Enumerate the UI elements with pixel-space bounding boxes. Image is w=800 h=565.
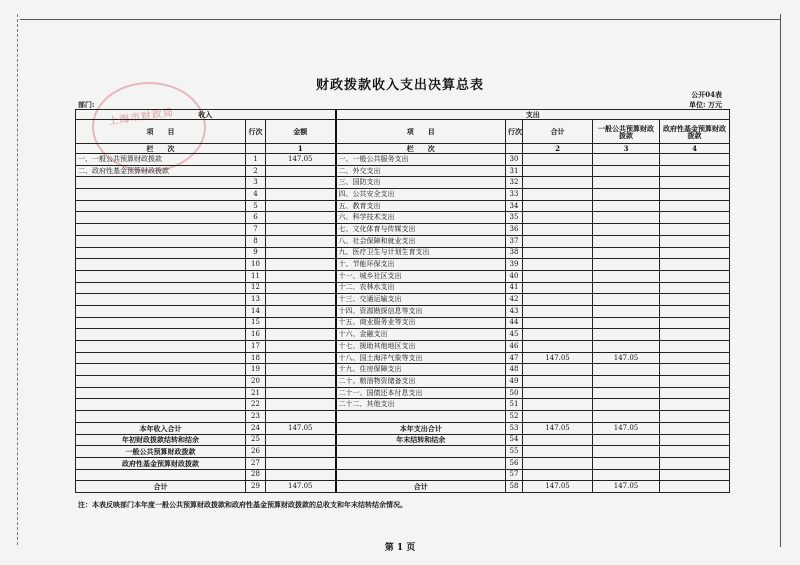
income-item: 二、政府性基金预算财政拨款	[76, 165, 246, 177]
general-budget-amount	[593, 305, 660, 317]
expense-total	[523, 446, 593, 458]
fund-budget-amount	[660, 364, 730, 376]
fund-budget-amount	[660, 212, 730, 224]
expense-item: 十九、住房保障支出	[336, 364, 506, 376]
expense-line-number: 51	[506, 399, 523, 411]
income-header: 收入	[76, 110, 336, 120]
expense-item: 合计	[336, 481, 506, 493]
expense-line-number: 47	[506, 352, 523, 364]
income-amount: 147.05	[266, 481, 336, 493]
fund-budget-amount	[660, 177, 730, 189]
expense-item: 十七、援助其他地区支出	[336, 341, 506, 353]
expense-item	[336, 411, 506, 423]
expense-total	[523, 305, 593, 317]
income-line-number: 10	[246, 259, 266, 271]
income-line-number: 18	[246, 352, 266, 364]
income-amount	[266, 189, 336, 201]
expense-line-number: 31	[506, 165, 523, 177]
income-amount	[266, 200, 336, 212]
expense-total	[523, 224, 593, 236]
col-number-3: 3	[593, 144, 660, 154]
income-line-number: 2	[246, 165, 266, 177]
income-item	[76, 235, 246, 247]
income-amount	[266, 399, 336, 411]
expense-total	[523, 177, 593, 189]
table-row	[76, 259, 730, 271]
income-item	[76, 189, 246, 201]
expense-total	[523, 399, 593, 411]
expense-total	[523, 434, 593, 446]
expense-item: 本年支出合计	[336, 422, 506, 434]
column-label: 栏 次	[76, 144, 246, 154]
income-item	[76, 329, 246, 341]
table-row	[76, 282, 730, 294]
expense-line-number: 32	[506, 177, 523, 189]
general-budget-amount	[593, 294, 660, 306]
expense-line-number: 42	[506, 294, 523, 306]
expense-total: 147.05	[523, 481, 593, 493]
income-line-number: 5	[246, 200, 266, 212]
expense-item: 十六、金融支出	[336, 329, 506, 341]
fund-budget-amount	[660, 247, 730, 259]
fund-budget-amount	[660, 235, 730, 247]
table-row	[76, 457, 730, 469]
general-budget-amount	[593, 446, 660, 458]
expense-line-number: 38	[506, 247, 523, 259]
table-row	[76, 270, 730, 282]
col-number-4: 4	[660, 144, 730, 154]
expense-item	[336, 457, 506, 469]
page-number: 第 1 页	[384, 543, 416, 553]
red-seal-stamp-text: 上海市财政局	[107, 107, 175, 128]
income-amount	[266, 376, 336, 388]
income-lineno-header: 行次	[246, 120, 266, 144]
fund-budget-amount	[660, 481, 730, 493]
income-amount	[266, 212, 336, 224]
expense-total	[523, 341, 593, 353]
expense-item: 十八、国土海洋气象等支出	[336, 352, 506, 364]
income-amount-header: 金额	[266, 120, 336, 144]
expense-line-number: 35	[506, 212, 523, 224]
income-line-number: 27	[246, 457, 266, 469]
page-edge-top	[20, 19, 780, 20]
fund-budget-amount	[660, 294, 730, 306]
income-line-number: 17	[246, 341, 266, 353]
income-amount	[266, 165, 336, 177]
expense-item: 十、节能环保支出	[336, 259, 506, 271]
income-line-number: 11	[246, 270, 266, 282]
fund-budget-amount	[660, 434, 730, 446]
fund-budget-amount	[660, 469, 730, 481]
expense-item: 十一、城乡社区支出	[336, 270, 506, 282]
income-item: 年初财政拨款结转和结余	[76, 434, 246, 446]
income-line-number: 14	[246, 305, 266, 317]
expense-total-header: 合计	[523, 120, 593, 144]
income-amount	[266, 282, 336, 294]
expense-item	[336, 469, 506, 481]
table-row	[76, 200, 730, 212]
expense-line-number: 58	[506, 481, 523, 493]
expense-item: 年末结转和结余	[336, 434, 506, 446]
table-row	[76, 235, 730, 247]
expense-total	[523, 469, 593, 481]
expense-line-number: 49	[506, 376, 523, 388]
income-amount	[266, 305, 336, 317]
income-amount	[266, 259, 336, 271]
table-row	[76, 212, 730, 224]
table-row	[76, 247, 730, 259]
income-line-number: 13	[246, 294, 266, 306]
table-row	[76, 177, 730, 189]
income-item	[76, 364, 246, 376]
income-item	[76, 200, 246, 212]
income-line-number: 15	[246, 317, 266, 329]
expense-line-number: 39	[506, 259, 523, 271]
expense-item: 十三、交通运输支出	[336, 294, 506, 306]
income-amount	[266, 341, 336, 353]
general-budget-amount	[593, 387, 660, 399]
expense-line-number: 30	[506, 154, 523, 166]
general-budget-amount	[593, 317, 660, 329]
income-item	[76, 224, 246, 236]
general-budget-amount	[593, 200, 660, 212]
income-item: 本年收入合计	[76, 422, 246, 434]
general-budget-header: 一般公共预算财政拨款	[593, 120, 660, 144]
table-row	[76, 376, 730, 388]
general-budget-amount	[593, 282, 660, 294]
income-line-number: 1	[246, 154, 266, 166]
general-budget-amount: 147.05	[593, 352, 660, 364]
general-budget-amount	[593, 341, 660, 353]
income-amount: 147.05	[266, 422, 336, 434]
column-label: 栏 次	[336, 144, 506, 154]
fund-budget-amount	[660, 165, 730, 177]
income-item	[76, 376, 246, 388]
expense-item: 五、教育支出	[336, 200, 506, 212]
table-row	[76, 446, 730, 458]
income-item-header: 项 目	[76, 120, 246, 144]
fund-budget-amount	[660, 154, 730, 166]
fund-budget-amount	[660, 411, 730, 423]
general-budget-amount	[593, 457, 660, 469]
general-budget-amount	[593, 376, 660, 388]
income-item	[76, 270, 246, 282]
expense-item: 二十、粮油物资储备支出	[336, 376, 506, 388]
income-line-number: 19	[246, 364, 266, 376]
general-budget-amount	[593, 329, 660, 341]
expense-item: 四、公共安全支出	[336, 189, 506, 201]
unit-label: 单位: 万元	[688, 100, 722, 109]
income-amount	[266, 247, 336, 259]
expense-total	[523, 317, 593, 329]
fund-budget-amount	[660, 457, 730, 469]
table-row	[76, 189, 730, 201]
budget-summary-table	[75, 109, 730, 493]
income-line-number: 12	[246, 282, 266, 294]
income-line-number: 6	[246, 212, 266, 224]
table-row	[76, 411, 730, 423]
table-row	[76, 165, 730, 177]
income-item	[76, 411, 246, 423]
expense-line-number: 54	[506, 434, 523, 446]
expense-line-number: 50	[506, 387, 523, 399]
expense-item: 六、科学技术支出	[336, 212, 506, 224]
general-budget-amount: 147.05	[593, 422, 660, 434]
table-row	[76, 481, 730, 493]
fund-budget-amount	[660, 399, 730, 411]
expense-line-number: 56	[506, 457, 523, 469]
fund-budget-header: 政府性基金预算财政拨款	[660, 120, 730, 144]
expense-total	[523, 247, 593, 259]
fund-budget-amount	[660, 352, 730, 364]
income-amount	[266, 457, 336, 469]
fund-budget-amount	[660, 422, 730, 434]
general-budget-amount	[593, 165, 660, 177]
income-line-number: 16	[246, 329, 266, 341]
table-row	[76, 224, 730, 236]
table-row	[76, 399, 730, 411]
income-line-number: 9	[246, 247, 266, 259]
income-amount: 147.05	[266, 154, 336, 166]
expense-line-number: 36	[506, 224, 523, 236]
income-amount	[266, 317, 336, 329]
fund-budget-amount	[660, 282, 730, 294]
general-budget-amount	[593, 270, 660, 282]
expense-line-number: 43	[506, 305, 523, 317]
form-code: 公开04表	[691, 90, 722, 99]
expense-total	[523, 212, 593, 224]
expense-item	[336, 446, 506, 458]
expense-lineno-header: 行次	[506, 120, 523, 144]
page-edge-left	[17, 14, 18, 545]
table-row	[76, 387, 730, 399]
income-line-number: 7	[246, 224, 266, 236]
header-row-column-numbers	[76, 144, 730, 154]
header-row-sections	[76, 110, 730, 120]
expense-total	[523, 282, 593, 294]
expense-item-header: 项 目	[336, 120, 506, 144]
fund-budget-amount	[660, 305, 730, 317]
fund-budget-amount	[660, 376, 730, 388]
fund-budget-amount	[660, 341, 730, 353]
income-item	[76, 387, 246, 399]
expense-total	[523, 154, 593, 166]
income-amount	[266, 294, 336, 306]
expense-item: 九、医疗卫生与计划生育支出	[336, 247, 506, 259]
income-item	[76, 399, 246, 411]
expense-line-number: 52	[506, 411, 523, 423]
income-item	[76, 247, 246, 259]
table-row	[76, 317, 730, 329]
expense-line-number: 33	[506, 189, 523, 201]
expense-total	[523, 270, 593, 282]
income-item	[76, 469, 246, 481]
general-budget-amount	[593, 247, 660, 259]
fund-budget-amount	[660, 259, 730, 271]
table-row	[76, 469, 730, 481]
table-row	[76, 364, 730, 376]
income-line-number: 22	[246, 399, 266, 411]
expense-line-number: 41	[506, 282, 523, 294]
income-line-number: 3	[246, 177, 266, 189]
income-item	[76, 177, 246, 189]
general-budget-amount	[593, 259, 660, 271]
expense-item: 二十一、国债还本付息支出	[336, 387, 506, 399]
income-amount	[266, 235, 336, 247]
fund-budget-amount	[660, 189, 730, 201]
income-item	[76, 282, 246, 294]
expense-total	[523, 364, 593, 376]
expense-total	[523, 235, 593, 247]
document-title: 财政拨款收入支出决算总表	[315, 78, 484, 93]
income-amount	[266, 364, 336, 376]
expense-total	[523, 294, 593, 306]
income-item: 一、一般公共预算财政拨款	[76, 154, 246, 166]
general-budget-amount	[593, 469, 660, 481]
header-row-columns	[76, 120, 730, 144]
income-item	[76, 317, 246, 329]
expense-item: 七、文化体育与传媒支出	[336, 224, 506, 236]
fund-budget-amount	[660, 200, 730, 212]
general-budget-amount	[593, 235, 660, 247]
table-row	[76, 341, 730, 353]
expense-total	[523, 189, 593, 201]
fund-budget-amount	[660, 329, 730, 341]
income-amount	[266, 387, 336, 399]
fund-budget-amount	[660, 270, 730, 282]
table-row	[76, 422, 730, 434]
table-row	[76, 154, 730, 166]
expense-line-number: 40	[506, 270, 523, 282]
expense-total	[523, 329, 593, 341]
table-row	[76, 352, 730, 364]
expense-item: 三、国防支出	[336, 177, 506, 189]
expense-total	[523, 411, 593, 423]
col-number-2: 2	[523, 144, 593, 154]
income-item	[76, 305, 246, 317]
income-line-number: 20	[246, 376, 266, 388]
general-budget-amount	[593, 177, 660, 189]
expense-item: 二、外交支出	[336, 165, 506, 177]
expense-item: 二十二、其他支出	[336, 399, 506, 411]
expense-line-number: 57	[506, 469, 523, 481]
general-budget-amount	[593, 364, 660, 376]
table-row	[76, 305, 730, 317]
expense-line-number: 48	[506, 364, 523, 376]
table-row	[76, 329, 730, 341]
expense-total	[523, 376, 593, 388]
income-amount	[266, 469, 336, 481]
general-budget-amount	[593, 224, 660, 236]
fund-budget-amount	[660, 317, 730, 329]
fund-budget-amount	[660, 387, 730, 399]
income-line-number: 4	[246, 189, 266, 201]
income-amount	[266, 446, 336, 458]
income-line-number: 21	[246, 387, 266, 399]
income-amount	[266, 411, 336, 423]
table-row	[76, 434, 730, 446]
footnote: 注：本表反映部门本年度一般公共预算财政拨款和政府性基金预算财政拨款的总收支和年末结转结余情况。	[78, 500, 407, 509]
department-label: 部门:	[78, 100, 95, 109]
expense-item: 十四、资源勘探信息等支出	[336, 305, 506, 317]
income-line-number: 25	[246, 434, 266, 446]
general-budget-amount	[593, 154, 660, 166]
income-amount	[266, 434, 336, 446]
expense-total	[523, 165, 593, 177]
expense-item: 八、社会保障和就业支出	[336, 235, 506, 247]
income-item: 一般公共预算财政拨款	[76, 446, 246, 458]
expense-header: 支出	[336, 110, 730, 120]
expense-line-number: 37	[506, 235, 523, 247]
expense-line-number: 46	[506, 341, 523, 353]
col-number-1: 1	[266, 144, 336, 154]
income-amount	[266, 177, 336, 189]
general-budget-amount	[593, 411, 660, 423]
expense-total: 147.05	[523, 352, 593, 364]
income-item: 政府性基金预算财政拨款	[76, 457, 246, 469]
fund-budget-amount	[660, 446, 730, 458]
income-line-number: 29	[246, 481, 266, 493]
income-line-number: 23	[246, 411, 266, 423]
income-amount	[266, 224, 336, 236]
income-item	[76, 212, 246, 224]
general-budget-amount	[593, 212, 660, 224]
expense-line-number: 45	[506, 329, 523, 341]
income-item	[76, 294, 246, 306]
expense-line-number: 44	[506, 317, 523, 329]
income-item	[76, 352, 246, 364]
expense-total	[523, 387, 593, 399]
income-amount	[266, 270, 336, 282]
expense-total: 147.05	[523, 422, 593, 434]
expense-total	[523, 200, 593, 212]
expense-line-number: 53	[506, 422, 523, 434]
expense-total	[523, 457, 593, 469]
expense-item: 十二、农林水支出	[336, 282, 506, 294]
general-budget-amount	[593, 434, 660, 446]
table-row	[76, 294, 730, 306]
income-item	[76, 341, 246, 353]
expense-total	[523, 259, 593, 271]
general-budget-amount	[593, 189, 660, 201]
income-line-number: 24	[246, 422, 266, 434]
page-edge-right	[780, 14, 781, 547]
expense-item: 十五、商业服务业等支出	[336, 317, 506, 329]
income-item: 合计	[76, 481, 246, 493]
general-budget-amount: 147.05	[593, 481, 660, 493]
expense-line-number: 34	[506, 200, 523, 212]
income-amount	[266, 329, 336, 341]
general-budget-amount	[593, 399, 660, 411]
expense-item: 一、一般公共服务支出	[336, 154, 506, 166]
income-item	[76, 259, 246, 271]
income-line-number: 28	[246, 469, 266, 481]
income-amount	[266, 352, 336, 364]
fund-budget-amount	[660, 224, 730, 236]
income-line-number: 26	[246, 446, 266, 458]
expense-line-number: 55	[506, 446, 523, 458]
income-line-number: 8	[246, 235, 266, 247]
